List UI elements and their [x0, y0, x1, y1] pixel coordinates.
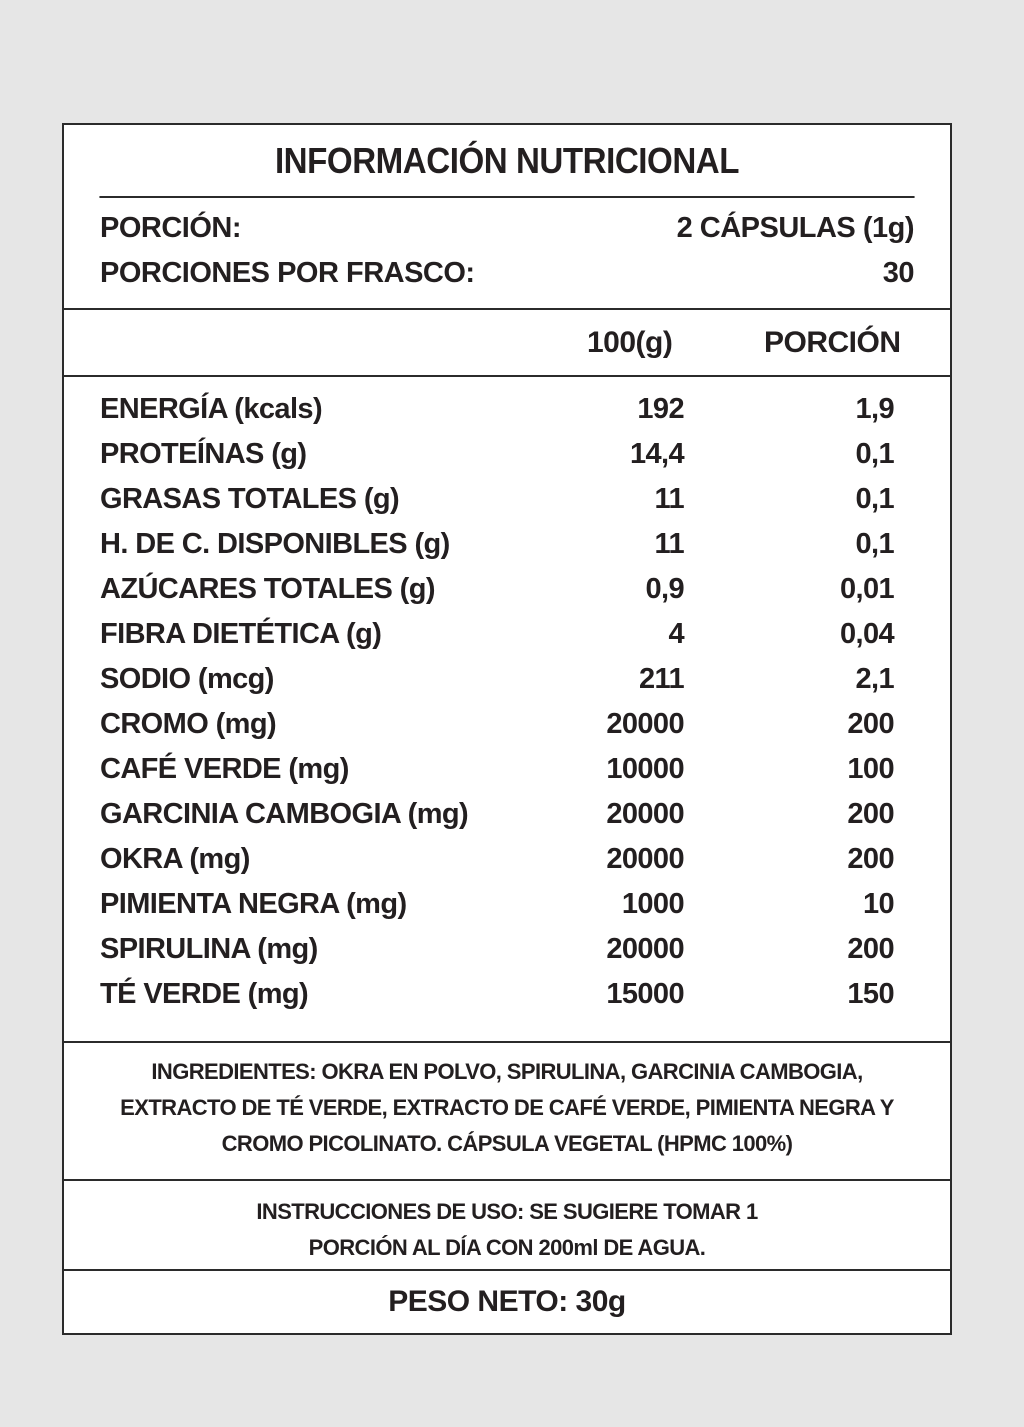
nutrient-row: [100, 978, 894, 1023]
nutrient-portion: 0,1: [855, 528, 894, 560]
nutrient-per100: 11: [654, 483, 684, 515]
ingredients-line: EXTRACTO DE TÉ VERDE, EXTRACTO DE CAFÉ VERDE, PIMIENTA NEGRA Y: [120, 1095, 894, 1120]
portion-value: 2 CÁPSULAS (1g): [676, 212, 914, 244]
servings-value: 30: [882, 257, 914, 289]
column-header-per100: 100(g): [587, 326, 673, 359]
nutrient-name: PIMIENTA NEGRA (mg): [100, 888, 407, 920]
nutrition-facts-panel: [62, 123, 952, 1335]
nutrient-per100: 11: [654, 528, 684, 560]
nutrient-per100: 20000: [606, 843, 684, 875]
nutrient-name: GARCINIA CAMBOGIA (mg): [100, 798, 469, 830]
panel-title: INFORMACIÓN NUTRICIONAL: [99, 125, 914, 198]
nutrient-portion: 200: [847, 798, 894, 830]
column-headers: [64, 310, 950, 377]
nutrient-row: [100, 618, 894, 663]
nutrient-row: [100, 888, 894, 933]
nutrient-per100: 211: [639, 663, 684, 695]
ingredients-section: [64, 1043, 950, 1181]
nutrient-row: [100, 798, 894, 843]
nutrient-name: CROMO (mg): [100, 708, 277, 740]
nutrient-per100: 20000: [606, 933, 684, 965]
nutrient-row: [100, 843, 894, 888]
portion-row: [100, 212, 914, 245]
nutrient-portion: 1,9: [855, 393, 894, 425]
nutrient-row: [100, 933, 894, 978]
nutrient-portion: 0,1: [855, 483, 894, 515]
nutrient-row: [100, 573, 894, 618]
serving-info: [64, 198, 950, 310]
ingredients-line: INGREDIENTES: OKRA EN POLVO, SPIRULINA, GARCINIA CAMBOGIA,: [151, 1059, 863, 1084]
nutrient-per100: 14,4: [629, 438, 684, 470]
nutrient-name: FIBRA DIETÉTICA (g): [100, 618, 382, 650]
nutrient-per100: 0,9: [645, 573, 684, 605]
nutrient-per100: 20000: [606, 798, 684, 830]
nutrient-portion: 2,1: [855, 663, 894, 695]
nutrient-name: AZÚCARES TOTALES (g): [100, 573, 435, 605]
nutrient-name: SODIO (mcg): [100, 663, 274, 695]
nutrient-per100: 1000: [621, 888, 684, 920]
nutrient-portion: 10: [862, 888, 894, 920]
nutrient-name: ENERGÍA (kcals): [100, 393, 322, 425]
servings-label: PORCIONES POR FRASCO:: [100, 257, 475, 289]
instructions-section: [64, 1181, 950, 1271]
nutrient-per100: 10000: [606, 753, 684, 785]
nutrient-portion: 0,04: [839, 618, 894, 650]
nutrient-name: H. DE C. DISPONIBLES (g): [100, 528, 450, 560]
nutrient-portion: 0,1: [855, 438, 894, 470]
nutrient-portion: 200: [847, 933, 894, 965]
nutrient-portion: 200: [847, 708, 894, 740]
nutrient-row: [100, 393, 894, 438]
nutrient-name: GRASAS TOTALES (g): [100, 483, 400, 515]
instructions-line: PORCIÓN AL DÍA CON 200ml DE AGUA.: [308, 1235, 706, 1260]
nutrient-row: [100, 663, 894, 708]
portion-label: PORCIÓN:: [100, 212, 241, 244]
nutrient-row: [100, 483, 894, 528]
nutrient-row: [100, 528, 894, 573]
nutrient-name: PROTEÍNAS (g): [100, 438, 307, 470]
nutrient-name: OKRA (mg): [100, 843, 250, 875]
net-weight: PESO NETO: 30g: [388, 1285, 626, 1318]
nutrient-name: CAFÉ VERDE (mg): [100, 753, 349, 785]
nutrient-portion: 200: [847, 843, 894, 875]
nutrient-name: SPIRULINA (mg): [100, 933, 318, 965]
nutrient-portion: 100: [847, 753, 894, 785]
ingredients-line: CROMO PICOLINATO. CÁPSULA VEGETAL (HPMC 100%): [221, 1131, 793, 1156]
nutrient-row: [100, 438, 894, 483]
nutrient-per100: 192: [637, 393, 684, 425]
nutrient-per100: 20000: [606, 708, 684, 740]
nutrient-row: [100, 753, 894, 798]
nutrient-per100: 4: [668, 618, 684, 650]
nutrient-portion: 0,01: [839, 573, 894, 605]
nutrient-row: [100, 708, 894, 753]
nutrient-portion: 150: [847, 978, 894, 1010]
nutrient-table: [64, 377, 950, 1043]
nutrient-per100: 15000: [606, 978, 684, 1010]
nutrient-name: TÉ VERDE (mg): [100, 978, 309, 1010]
instructions-line: INSTRUCCIONES DE USO: SE SUGIERE TOMAR 1: [256, 1199, 758, 1224]
column-header-portion: PORCIÓN: [764, 326, 901, 359]
servings-per-container-row: [100, 257, 914, 290]
